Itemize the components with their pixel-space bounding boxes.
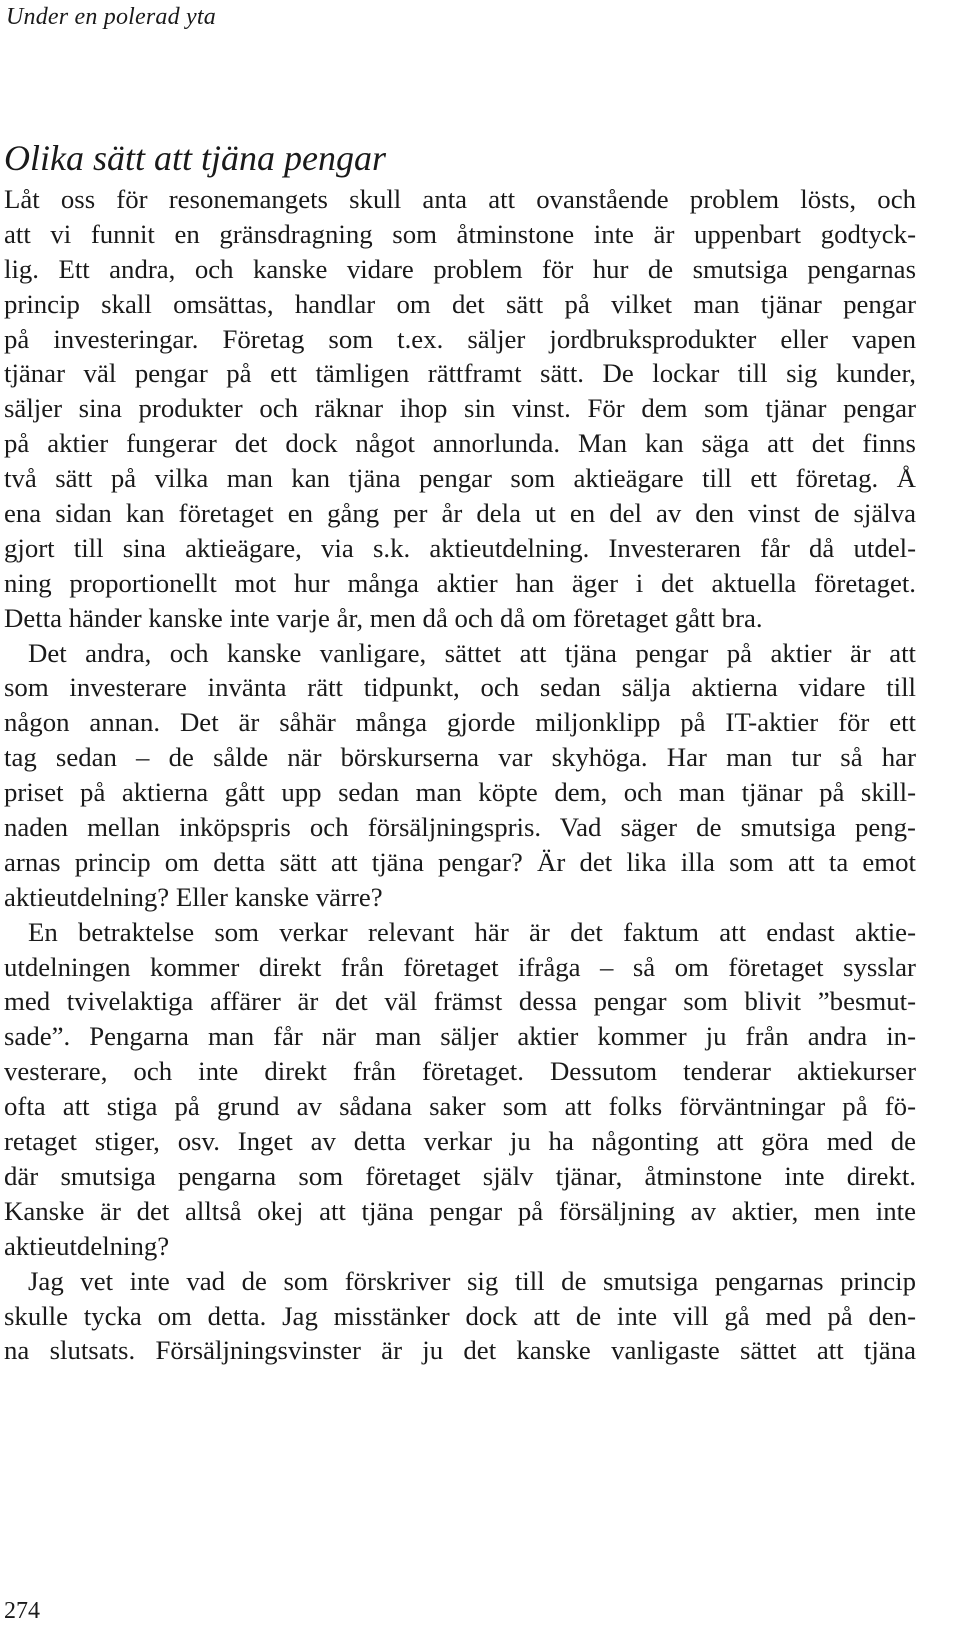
text-line: på investeringar. Företag som t.ex. säljer jordbruksprodukter eller vapen <box>4 323 916 354</box>
text-line: lig. Ett andra, och kanske vidare problem för hur de smutsiga pengarnas <box>4 253 916 284</box>
text-line: skulle tycka om detta. Jag misstänker dock att de inte vill gå med på den- <box>4 1300 916 1331</box>
text-line: gjort till sina aktieägare, via s.k. aktieutdelning. Investeraren får då utdel- <box>4 532 916 563</box>
text-line: arnas princip om detta sätt att tjäna pengar? Är det lika illa som att ta emot <box>4 846 916 877</box>
text-line: utdelningen kommer direkt från företaget ifråga – så om företaget sysslar <box>4 951 916 982</box>
text-line: retaget stiger, osv. Inget av detta verkar ju ha någonting att göra med de <box>4 1126 916 1157</box>
text-line: säljer sina produkter och räknar ihop sin vinst. För dem som tjänar pengar <box>4 393 916 424</box>
text-line: med tvivelaktiga affärer är det väl främst dessa pengar som blivit ”besmut- <box>4 986 916 1017</box>
text-line: En betraktelse som verkar relevant här är det faktum att endast aktie- <box>28 916 916 947</box>
text-line: Det andra, och kanske vanligare, sättet att tjäna pengar på aktier är att <box>28 637 916 668</box>
running-head: Under en polerad yta <box>6 4 216 30</box>
text-line: naden mellan inköpspris och försäljningspris. Vad säger de smutsiga peng- <box>4 812 916 843</box>
text-line: aktieutdelning? <box>4 1230 170 1261</box>
text-line: Låt oss för resonemangets skull anta att ovanstående problem lösts, och <box>4 184 916 214</box>
text-line: sade”. Pengarna man får när man säljer aktier kommer ju från andra in- <box>4 1021 916 1052</box>
text-line: ofta att stiga på grund av sådana saker som att folks förväntningar på fö- <box>4 1091 916 1122</box>
text-line: på aktier fungerar det dock något annorlunda. Man kan säga att det finns <box>4 428 916 459</box>
text-line: Detta händer kanske inte varje år, men då och då om företaget gått bra. <box>4 602 763 633</box>
text-line: två sätt på vilka man kan tjäna pengar som aktieägare till ett företag. Å <box>4 463 916 494</box>
text-line: att vi funnit en gränsdragning som åtminstone inte är uppenbart godtyck- <box>4 218 916 249</box>
text-line: na slutsats. Försäljningsvinster är ju det kanske vanligaste sättet att tjäna <box>4 1335 916 1366</box>
text-line: Kanske är det alltså okej att tjäna pengar på försäljning av aktier, men inte <box>4 1195 916 1226</box>
text-line: vesterare, och inte direkt från företaget. Dessutom tenderar aktiekurser <box>4 1056 916 1087</box>
text-line: någon annan. Det är såhär många gjorde miljonklipp på IT-aktier för ett <box>4 707 916 738</box>
text-line: aktieutdelning? Eller kanske värre? <box>4 881 383 912</box>
text-line: tag sedan – de sålde när börskurserna var skyhöga. Har man tur så har <box>4 742 916 773</box>
section-title: Olika sätt att tjäna pengar <box>4 138 386 178</box>
text-line: tjänar väl pengar på ett tämligen rättframt sätt. De lockar till sig kunder, <box>4 358 916 389</box>
text-line: ena sidan kan företaget en gång per år dela ut en del av den vinst de själva <box>4 498 916 529</box>
text-line: Jag vet inte vad de som förskriver sig till de smutsiga pengarnas princip <box>28 1265 916 1296</box>
text-line: ning proportionellt mot hur många aktier han äger i det aktuella företaget. <box>4 567 916 598</box>
text-line: där smutsiga pengarna som företaget själv tjänar, åtminstone inte direkt. <box>4 1160 916 1191</box>
text-line: som investerare invänta rätt tidpunkt, och sedan sälja aktierna vidare till <box>4 672 916 703</box>
page-number: 274 <box>4 1598 40 1624</box>
text-line: princip skall omsättas, handlar om det sätt på vilket man tjänar pengar <box>4 288 916 319</box>
text-line: priset på aktierna gått upp sedan man köpte dem, och man tjänar på skill- <box>4 777 916 808</box>
body-text <box>4 182 916 1368</box>
